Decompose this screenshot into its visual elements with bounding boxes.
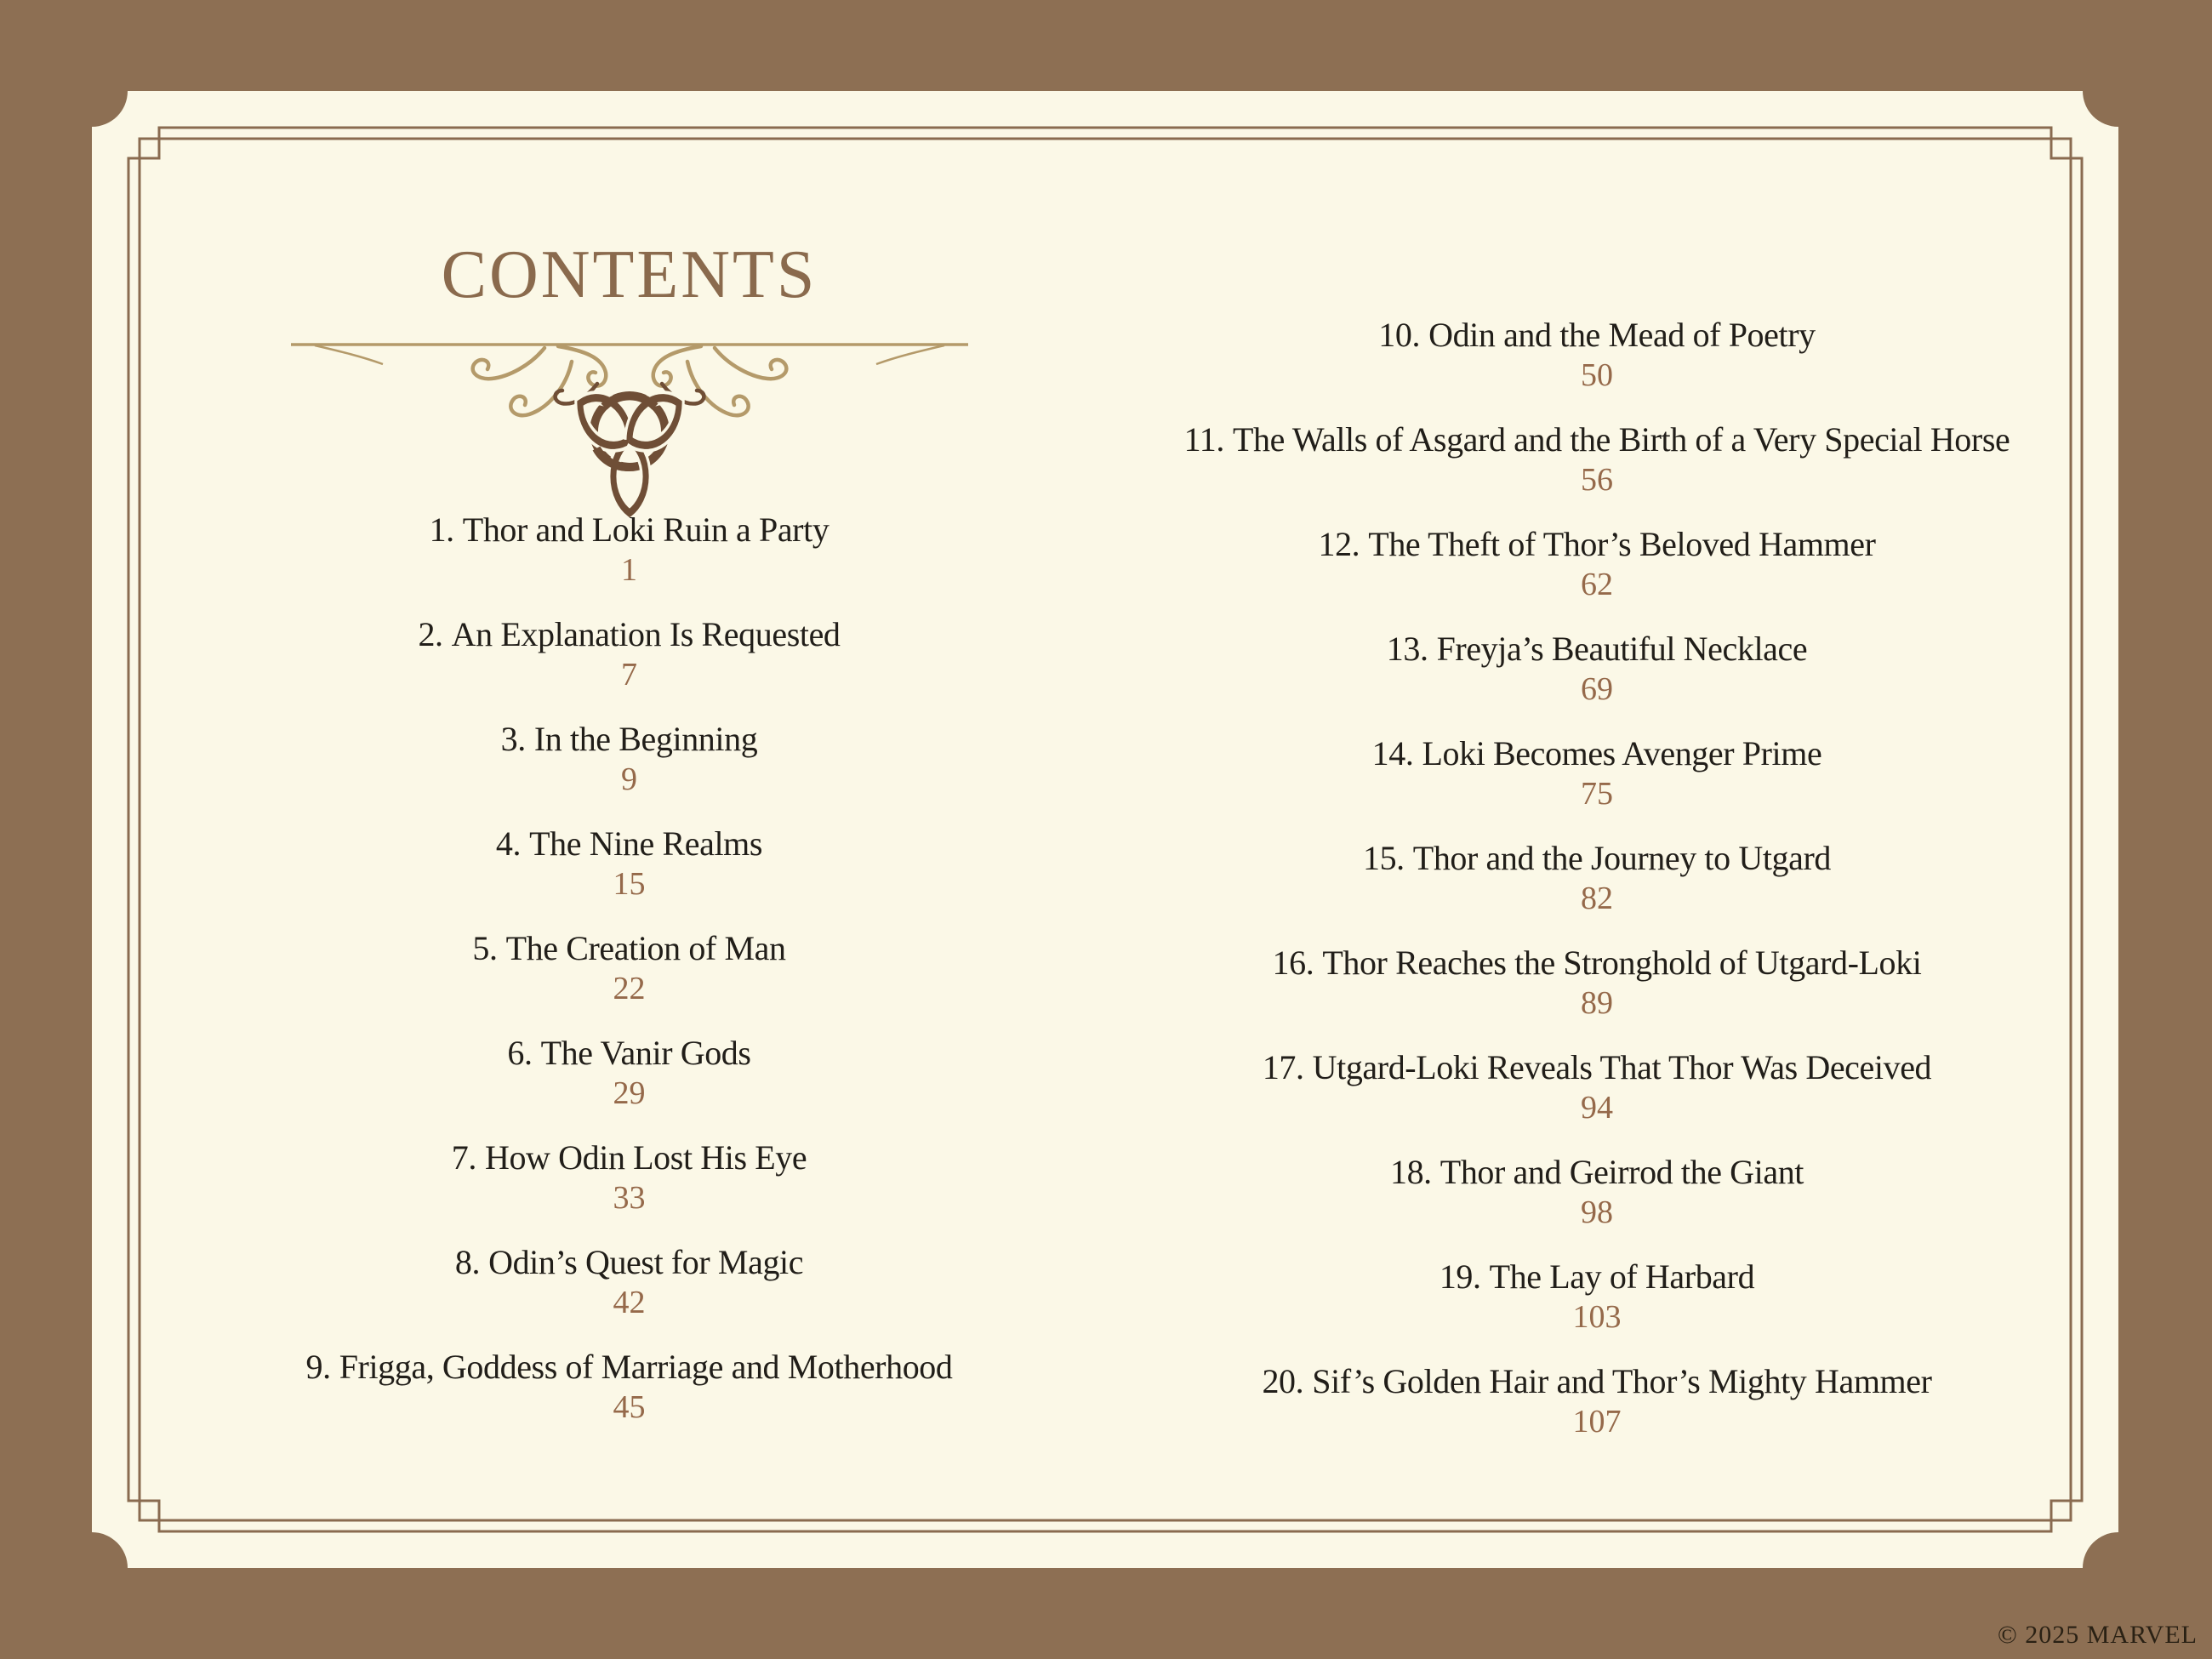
toc-entry-name: Sif’s Golden Hair and Thor’s Mighty Hammer <box>1312 1362 1932 1400</box>
toc-entry-number: 9. <box>305 1348 331 1386</box>
toc-entry-title[interactable] <box>1103 838 2090 879</box>
toc-entry-number: 1. <box>429 510 454 549</box>
toc-entry[interactable] <box>1103 629 2090 707</box>
toc-entry-number: 11. <box>1183 420 1224 459</box>
toc-entry-page-number[interactable]: 7 <box>621 657 637 693</box>
toc-entry[interactable] <box>1103 733 2090 812</box>
toc-entry[interactable] <box>123 1033 1136 1111</box>
toc-entry-name: Thor Reaches the Stronghold of Utgard-Loki <box>1322 944 1922 982</box>
triquetra-knot-icon <box>572 385 687 513</box>
toc-entry-title[interactable] <box>1103 733 2090 774</box>
toc-entry[interactable] <box>123 614 1136 693</box>
toc-entry[interactable] <box>1103 315 2090 393</box>
toc-entry-number: 20. <box>1262 1362 1304 1400</box>
toc-entry-name: In the Beginning <box>533 720 758 758</box>
toc-entry[interactable] <box>123 1137 1136 1216</box>
toc-entry[interactable] <box>123 824 1136 902</box>
toc-entry-name: Freyja’s Beautiful Necklace <box>1436 630 1808 668</box>
divider-ornament <box>289 328 970 532</box>
toc-entry-page-number[interactable]: 62 <box>1581 567 1613 602</box>
toc-entry-name: Utgard-Loki Reveals That Thor Was Deceived <box>1312 1048 1932 1086</box>
toc-entry-title[interactable] <box>123 1033 1136 1074</box>
toc-entry[interactable] <box>123 719 1136 797</box>
ring-over-arc-top <box>604 396 655 407</box>
toc-entry[interactable] <box>1103 1257 2090 1335</box>
toc-entry-page-number[interactable]: 107 <box>1572 1404 1622 1440</box>
toc-entry[interactable] <box>1103 838 2090 916</box>
toc-entry-number: 8. <box>454 1243 481 1281</box>
toc-entry-page-number[interactable]: 22 <box>613 971 646 1006</box>
toc-entry-number: 12. <box>1318 525 1360 563</box>
toc-entry-title[interactable] <box>1103 315 2090 356</box>
toc-entry-title[interactable] <box>123 719 1136 760</box>
divider-flick-left <box>315 345 383 364</box>
toc-entry-name: The Creation of Man <box>505 929 786 967</box>
toc-entry-page-number[interactable]: 45 <box>613 1389 646 1425</box>
toc-entry-name: The Vanir Gods <box>540 1034 751 1072</box>
toc-entry[interactable] <box>1103 524 2090 602</box>
toc-entry-name: The Lay of Harbard <box>1489 1257 1755 1296</box>
toc-entry-number: 14. <box>1371 734 1414 772</box>
toc-entry-title[interactable] <box>1103 419 2090 460</box>
toc-entry-name: Thor and the Journey to Utgard <box>1412 839 1832 877</box>
toc-entry-title[interactable] <box>1103 1361 2090 1402</box>
toc-entry-title[interactable] <box>1103 943 2090 983</box>
toc-entry-number: 6. <box>507 1034 533 1072</box>
toc-entry-name: The Walls of Asgard and the Birth of a Very Special Horse <box>1232 420 2010 459</box>
toc-entry-number: 16. <box>1272 944 1314 982</box>
toc-entry-title[interactable] <box>123 824 1136 864</box>
toc-entry[interactable] <box>123 510 1136 588</box>
toc-entry-page-number[interactable]: 94 <box>1581 1090 1613 1126</box>
toc-entry-page-number[interactable]: 1 <box>621 552 637 588</box>
toc-entry-name: How Odin Lost His Eye <box>484 1138 807 1177</box>
toc-entry-page-number[interactable]: 50 <box>1581 357 1613 393</box>
toc-entry-page-number[interactable]: 69 <box>1581 671 1613 707</box>
toc-entry-title[interactable] <box>123 614 1136 655</box>
toc-entry-title[interactable] <box>123 1347 1136 1388</box>
toc-entry-number: 18. <box>1389 1153 1432 1191</box>
toc-entry-title[interactable] <box>1103 1257 2090 1297</box>
toc-entry-name: Thor and Loki Ruin a Party <box>462 510 830 549</box>
toc-entry-number: 10. <box>1378 316 1421 354</box>
toc-entry-title[interactable] <box>1103 1152 2090 1193</box>
toc-entry[interactable] <box>1103 1047 2090 1126</box>
toc-entry[interactable] <box>1103 1152 2090 1230</box>
toc-entry[interactable] <box>123 1347 1136 1425</box>
toc-entry-number: 19. <box>1439 1257 1481 1296</box>
toc-entry-title[interactable] <box>1103 629 2090 670</box>
toc-entry-page-number[interactable]: 98 <box>1581 1194 1613 1230</box>
toc-entry-name: Thor and Geirrod the Giant <box>1440 1153 1804 1191</box>
toc-entry-title[interactable] <box>123 928 1136 969</box>
toc-entry-number: 15. <box>1362 839 1405 877</box>
toc-entry-number: 4. <box>495 824 522 863</box>
toc-entry-number: 3. <box>500 720 526 758</box>
toc-entry-number: 13. <box>1386 630 1428 668</box>
toc-entry[interactable] <box>1103 1361 2090 1440</box>
toc-entry-page-number[interactable]: 75 <box>1581 776 1613 812</box>
toc-entry[interactable] <box>1103 419 2090 498</box>
page-title: CONTENTS <box>441 237 818 312</box>
toc-entry-page-number[interactable]: 56 <box>1581 462 1613 498</box>
toc-entry-title[interactable] <box>1103 1047 2090 1088</box>
toc-entry-name: The Nine Realms <box>529 824 763 863</box>
toc-entry-name: Loki Becomes Avenger Prime <box>1422 734 1822 772</box>
toc-entry-page-number[interactable]: 42 <box>613 1285 646 1320</box>
toc-entry-page-number[interactable]: 103 <box>1572 1299 1622 1335</box>
toc-entry-page-number[interactable]: 29 <box>613 1075 646 1111</box>
toc-entry-title[interactable] <box>123 1242 1136 1283</box>
toc-entry-number: 7. <box>451 1138 476 1177</box>
toc-entry[interactable] <box>1103 943 2090 1021</box>
divider-flick-right <box>876 345 944 364</box>
toc-entry-page-number[interactable]: 15 <box>613 866 646 902</box>
toc-entry-page-number[interactable]: 9 <box>621 761 637 797</box>
toc-entry-number: 5. <box>472 929 498 967</box>
toc-entry-name: Frigga, Goddess of Marriage and Motherhood <box>339 1348 953 1386</box>
copyright-text: © 2025 MARVEL <box>1997 1621 2198 1649</box>
toc-entry-title[interactable] <box>1103 524 2090 565</box>
left-column <box>123 91 1136 1425</box>
toc-left-list <box>123 510 1136 1451</box>
toc-entry-title[interactable] <box>123 1137 1136 1178</box>
toc-entry-name: The Theft of Thor’s Beloved Hammer <box>1368 525 1876 563</box>
toc-entry[interactable] <box>123 928 1136 1006</box>
toc-entry-name: An Explanation Is Requested <box>451 615 841 653</box>
toc-entry-title[interactable] <box>123 510 1136 550</box>
contents-page <box>92 91 2118 1568</box>
toc-entry-name: Odin and the Mead of Poetry <box>1428 316 1816 354</box>
toc-entry-page-number[interactable]: 33 <box>613 1180 646 1216</box>
toc-entry-page-number[interactable]: 82 <box>1581 881 1613 916</box>
toc-entry-page-number[interactable]: 89 <box>1581 985 1613 1021</box>
toc-entry-number: 2. <box>418 615 443 653</box>
toc-entry[interactable] <box>123 1242 1136 1320</box>
toc-entry-name: Odin’s Quest for Magic <box>488 1243 804 1281</box>
toc-entry-number: 17. <box>1262 1048 1304 1086</box>
toc-right-list <box>1103 315 2090 1466</box>
